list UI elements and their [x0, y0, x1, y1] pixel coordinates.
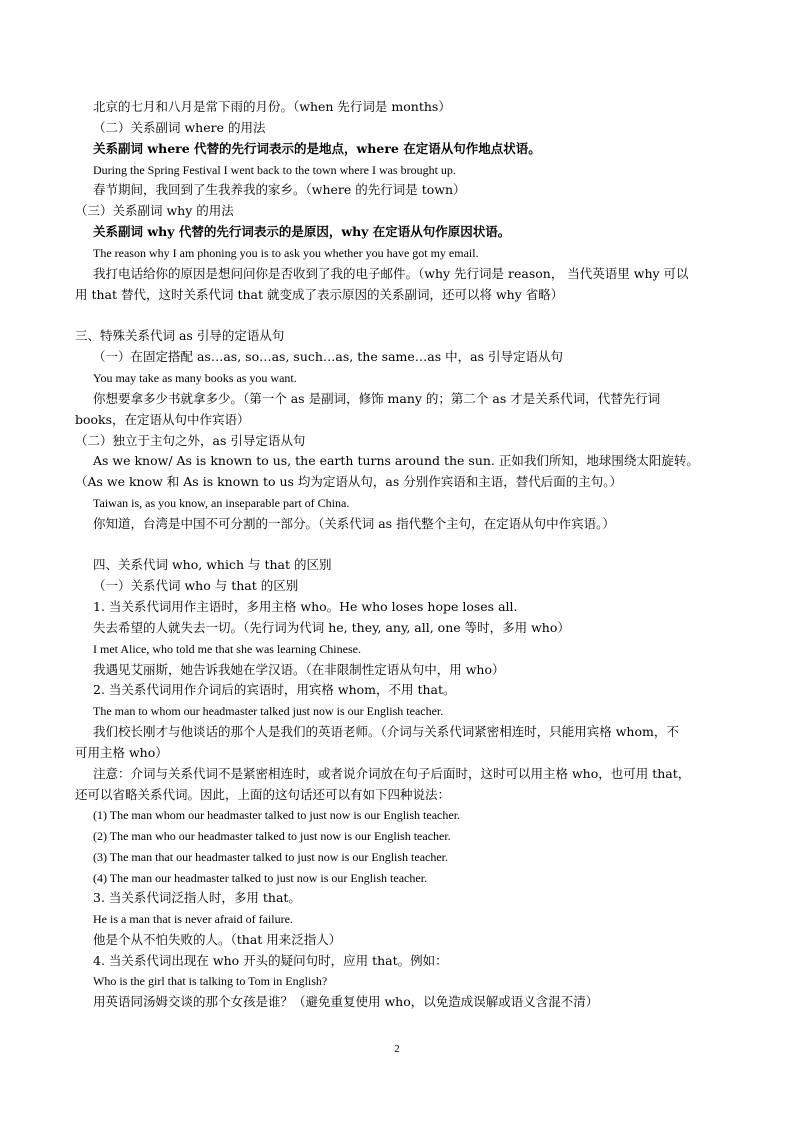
- example-sentence: Taiwan is, as you know, an inseparable part of China.: [93, 496, 350, 510]
- example-sentence: (3) The man that our headmaster talked to just now is our English teacher.: [93, 850, 449, 864]
- section-heading: （二）关系副词 where 的用法: [93, 120, 266, 135]
- translation-line: 我遇见艾丽斯，她告诉我她在学汉语。（在非限制性定语从句中，用 who）: [93, 662, 505, 677]
- text-line: books，在定语从句中作宾语）: [75, 412, 250, 427]
- section-heading: （三）关系副词 why 的用法: [75, 203, 234, 218]
- text-line: 用 that 替代，这时关系代词 that 就变成了表示原因的关系副词，还可以将 why 省略）: [75, 287, 564, 302]
- rule-statement: 2. 当关系代词用作介词后的宾语时，用宾格 whom，不用 that。: [93, 682, 456, 697]
- section-heading: （一）在固定搭配 as…as, so…as, such…as, the same…as 中，as 引导定语从句: [93, 349, 563, 364]
- translation-line: 你想要拿多少书就拿多少。（第一个 as 是副词，修饰 many 的；第二个 as 才是关系代词，代替先行词: [93, 391, 661, 406]
- example-sentence: The reason why I am phoning you is to ask you whether you have got my email.: [93, 246, 479, 260]
- text-line: 北京的七月和八月是常下雨的月份。（when 先行词是 months）: [93, 99, 451, 114]
- translation-line: 春节期间，我回到了生我养我的家乡。（where 的先行词是 town）: [93, 182, 466, 197]
- section-heading: （二）独立于主句之外，as 引导定语从句: [75, 433, 306, 448]
- rule-statement: 关系副词 where 代替的先行词表示的是地点，where 在定语从句作地点状语。: [93, 141, 541, 156]
- example-sentence: He is a man that is never afraid of failure.: [93, 912, 293, 926]
- example-sentence: Who is the girl that is talking to Tom in English?: [93, 974, 328, 988]
- text-line: 还可以省略关系代词。因此，上面的这句话还可以有如下四种说法：: [75, 787, 451, 802]
- example-sentence: As we know/ As is known to us, the earth turns around the sun. 正如我们所知，地球围绕太阳旋转。: [93, 453, 699, 468]
- translation-line: 失去希望的人就失去一切。（先行词为代词 he, they, any, all, one 等时，多用 who）: [93, 620, 570, 635]
- rule-statement: 关系副词 why 代替的先行词表示的是原因，why 在定语从句作原因状语。: [93, 224, 511, 239]
- translation-line: 你知道，台湾是中国不可分割的一部分。（关系代词 as 指代整个主句，在定语从句中作宾语。）: [93, 516, 615, 531]
- section-heading: （一）关系代词 who 与 that 的区别: [93, 578, 299, 593]
- chapter-heading: 三、特殊关系代词 as 引导的定语从句: [75, 328, 285, 343]
- rule-statement: 3. 当关系代词泛指人时，多用 that。: [93, 890, 301, 905]
- translation-line: 用英语同汤姆交谈的那个女孩是谁？（避免重复使用 who，以免造成误解或语义含混不清）: [93, 994, 599, 1009]
- example-sentence: (2) The man who our headmaster talked to just now is our English teacher.: [93, 829, 451, 843]
- example-sentence: (1) The man whom our headmaster talked to just now is our English teacher.: [93, 808, 461, 822]
- text-line: （As we know 和 As is known to us 均为定语从句，as 分别作宾语和主语，替代后面的主句。）: [75, 474, 623, 489]
- chapter-heading: 四、关系代词 who, which 与 that 的区别: [93, 557, 332, 572]
- example-sentence: During the Spring Festival I went back to the town where I was brought up.: [93, 163, 456, 177]
- example-sentence: I met Alice, who told me that she was learning Chinese.: [93, 642, 361, 656]
- translation-line: 他是个从不怕失败的人。（that 用来泛指人）: [93, 932, 342, 947]
- translation-line: 我们校长刚才与他谈话的那个人是我们的英语老师。（介词与关系代词紧密相连时，只能用宾格 whom，不: [93, 724, 679, 739]
- page-number: 2: [394, 1043, 400, 1055]
- rule-statement: 4. 当关系代词出现在 who 开头的疑问句时，应用 that。例如：: [93, 953, 448, 968]
- note-line: 注意：介词与关系代词不是紧密相连时，或者说介词放在句子后面时，这时可以用主格 who，也可用 that，: [93, 766, 691, 781]
- example-sentence: The man to whom our headmaster talked just now is our English teacher.: [93, 704, 444, 718]
- rule-statement: 1. 当关系代词用作主语时，多用主格 who。He who loses hope loses all.: [93, 599, 518, 614]
- text-line: 可用主格 who）: [75, 745, 168, 760]
- example-sentence: (4) The man our headmaster talked to just now is our English teacher.: [93, 871, 428, 885]
- example-sentence: You may take as many books as you want.: [93, 371, 297, 385]
- translation-line: 我打电话给你的原因是想问问你是否收到了我的电子邮件。（why 先行词是 reason， 当代英语里 why 可以: [93, 266, 689, 281]
